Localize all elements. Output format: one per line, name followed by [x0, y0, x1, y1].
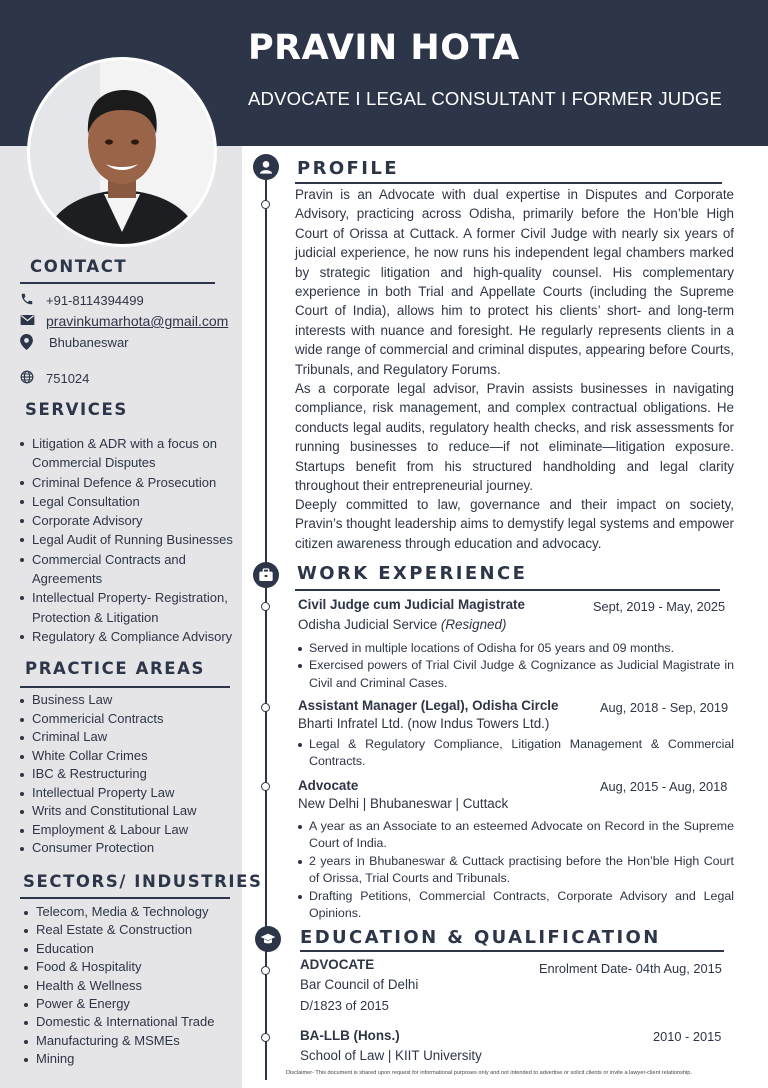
job-organization: New Delhi | Bhubaneswar | Cuttack — [298, 796, 509, 811]
services-heading: SERVICES — [25, 400, 128, 419]
phone-icon — [20, 292, 36, 308]
education-institution: Bar Council of Delhi — [300, 977, 419, 992]
education-detail: D/1823 of 2015 — [300, 998, 389, 1013]
job-dates: Sept, 2019 - May, 2025 — [593, 599, 726, 614]
list-item: Power & Energy — [23, 995, 238, 1013]
list-item: Legal Consultation — [19, 492, 234, 511]
contact-email-link[interactable]: pravinkumarhota@gmail.com — [46, 313, 229, 329]
list-item: Writs and Constitutional Law — [19, 802, 234, 821]
list-item: White Collar Crimes — [19, 747, 234, 766]
list-item: Commericial Contracts — [19, 710, 234, 729]
contact-location: Bhubaneswar — [49, 334, 129, 350]
list-item: Criminal Law — [19, 728, 234, 747]
globe-icon — [20, 370, 36, 386]
briefcase-icon — [253, 562, 279, 588]
list-item: Legal Audit of Running Businesses — [19, 530, 234, 549]
education-heading: EDUCATION & QUALIFICATION — [300, 927, 661, 948]
contact-divider — [20, 282, 215, 284]
profile-paragraph-2: As a corporate legal advisor, Pravin assists businesses in navigating compliance, risk management, and complex contractual obligations. He conducts legal audits, regulatory health checks, and risk assessments for running businesses to reduce—if not eliminate—litigation exposure. Startups benefit from his structured handholding and legal clarity throughout their entrepreneurial journey. — [295, 381, 734, 494]
timeline-dot — [261, 703, 270, 712]
list-item: Corporate Advisory — [19, 511, 234, 530]
practice-list — [19, 691, 234, 858]
education-date: 2010 - 2015 — [653, 1029, 722, 1044]
list-item: Mining — [23, 1050, 238, 1068]
list-item: Drafting Petitions, Commercial Contracts, Corporate Advisory and Legal Opinions. — [297, 888, 734, 923]
work-heading: WORK EXPERIENCE — [297, 563, 528, 584]
job-bullets — [297, 736, 734, 771]
disclaimer-text: Disclaimer- This document is shared upon request for informational purposes only and not intended to advertise or solicit clients or invite a lawyer-client relationship. — [286, 1070, 692, 1076]
list-item: Served in multiple locations of Odisha for 05 years and 09 months. — [297, 640, 734, 657]
list-item: Food & Hospitality — [23, 958, 238, 976]
profile-user-icon — [253, 154, 279, 180]
timeline-dot — [261, 1033, 270, 1042]
job-organization: Odisha Judicial Service (Resigned) — [298, 617, 507, 632]
practice-divider — [20, 686, 230, 688]
list-item: Commercial Contracts and Agreements — [19, 550, 234, 589]
list-item: 2 years in Bhubaneswar & Cuttack practising before the Hon’ble High Court of Orissa, Trial Courts and Tribunals. — [297, 853, 734, 888]
list-item: Domestic & International Trade — [23, 1013, 238, 1031]
location-pin-icon — [20, 334, 36, 350]
services-list — [19, 434, 234, 646]
education-divider — [300, 950, 724, 952]
profile-photo — [27, 57, 217, 247]
list-item: Litigation & ADR with a focus on Commercial Disputes — [19, 434, 234, 473]
list-item: Health & Wellness — [23, 977, 238, 995]
job-dates: Aug, 2018 - Sep, 2019 — [600, 700, 729, 715]
job-bullets — [297, 818, 734, 922]
mail-icon — [20, 313, 36, 329]
contact-phone-row — [20, 292, 144, 308]
timeline-dot — [261, 200, 270, 209]
timeline-dot — [261, 602, 270, 611]
person-photo-icon — [30, 60, 214, 244]
list-item: Legal & Regulatory Compliance, Litigation Management & Commercial Contracts. — [297, 736, 734, 771]
job-title: Advocate — [298, 778, 359, 793]
sectors-list — [23, 903, 238, 1069]
job-bullets — [297, 640, 734, 692]
timeline-dot — [261, 782, 270, 791]
job-organization: Bharti Infratel Ltd. (now Indus Towers Ltd.) — [298, 716, 550, 731]
job-dates: Aug, 2015 - Aug, 2018 — [600, 779, 728, 794]
education-institution: School of Law | KIIT University — [300, 1048, 482, 1063]
profile-paragraph-3: Deeply committed to law, governance and their impact on society, Pravin’s thought leadership aims to demystify legal systems and empower citizen awareness through education and advocacy. — [295, 497, 734, 551]
list-item: Employment & Labour Law — [19, 821, 234, 840]
list-item: IBC & Restructuring — [19, 765, 234, 784]
education-title: BA-LLB (Hons.) — [300, 1028, 400, 1043]
graduation-cap-icon — [255, 926, 281, 952]
timeline-dot — [261, 966, 270, 975]
list-item: Criminal Defence & Prosecution — [19, 473, 234, 492]
education-title: ADVOCATE — [300, 957, 375, 972]
profile-paragraph-1: Pravin is an Advocate with dual expertise in Disputes and Corporate Advisory, practicing across Odisha, primarily before the Hon’ble High Court of Orissa at Cuttack. A former Civil Judge with nearly six years of judicial experience, he now runs his independent legal chambers marked by strategic litigation and high-quality counsel. His complementary experience in both Trial and Appellate Courts (including the Supreme Court of India), allows him to protect his clients’ short- and long-term interests with nuance and foresight. He regularly represents clients in a wide range of commercial and criminal disputes, appearing before Courts, Tribunals, and Regulatory Forums. — [295, 187, 734, 377]
work-divider — [295, 589, 720, 591]
list-item: Telecom, Media & Technology — [23, 903, 238, 921]
list-item: Intellectual Property Law — [19, 784, 234, 803]
sectors-heading: SECTORS/ INDUSTRIES — [23, 872, 263, 891]
contact-location-row — [20, 334, 129, 350]
profile-divider — [295, 182, 722, 184]
education-date: Enrolment Date- 04th Aug, 2015 — [539, 961, 722, 976]
list-item: Exercised powers of Trial Civil Judge & Cognizance as Judicial Magistrate in Civil and Criminal Cases. — [297, 657, 734, 692]
list-item: Consumer Protection — [19, 839, 234, 858]
contact-phone: +91-8114394499 — [46, 292, 144, 308]
contact-pincode: 751024 — [46, 370, 90, 386]
practice-heading: PRACTICE AREAS — [25, 659, 205, 678]
list-item: Real Estate & Construction — [23, 921, 238, 939]
contact-pin-row — [20, 370, 89, 386]
list-item: A year as an Associate to an esteemed Advocate on Record in the Supreme Court of India. — [297, 818, 734, 853]
contact-email-row — [20, 313, 228, 329]
person-title: ADVOCATE I LEGAL CONSULTANT I FORMER JUDGE — [248, 88, 723, 109]
job-title: Assistant Manager (Legal), Odisha Circle — [298, 698, 559, 713]
person-name: PRAVIN HOTA — [248, 28, 520, 68]
profile-heading: PROFILE — [297, 158, 399, 179]
job-title: Civil Judge cum Judicial Magistrate — [298, 597, 525, 612]
list-item: Manufacturing & MSMEs — [23, 1032, 238, 1050]
sectors-divider — [20, 897, 230, 899]
list-item: Intellectual Property- Registration, Protection & Litigation — [19, 588, 234, 627]
list-item: Education — [23, 940, 238, 958]
list-item: Regulatory & Compliance Advisory — [19, 627, 234, 646]
contact-heading: CONTACT — [30, 257, 128, 276]
list-item: Business Law — [19, 691, 234, 710]
